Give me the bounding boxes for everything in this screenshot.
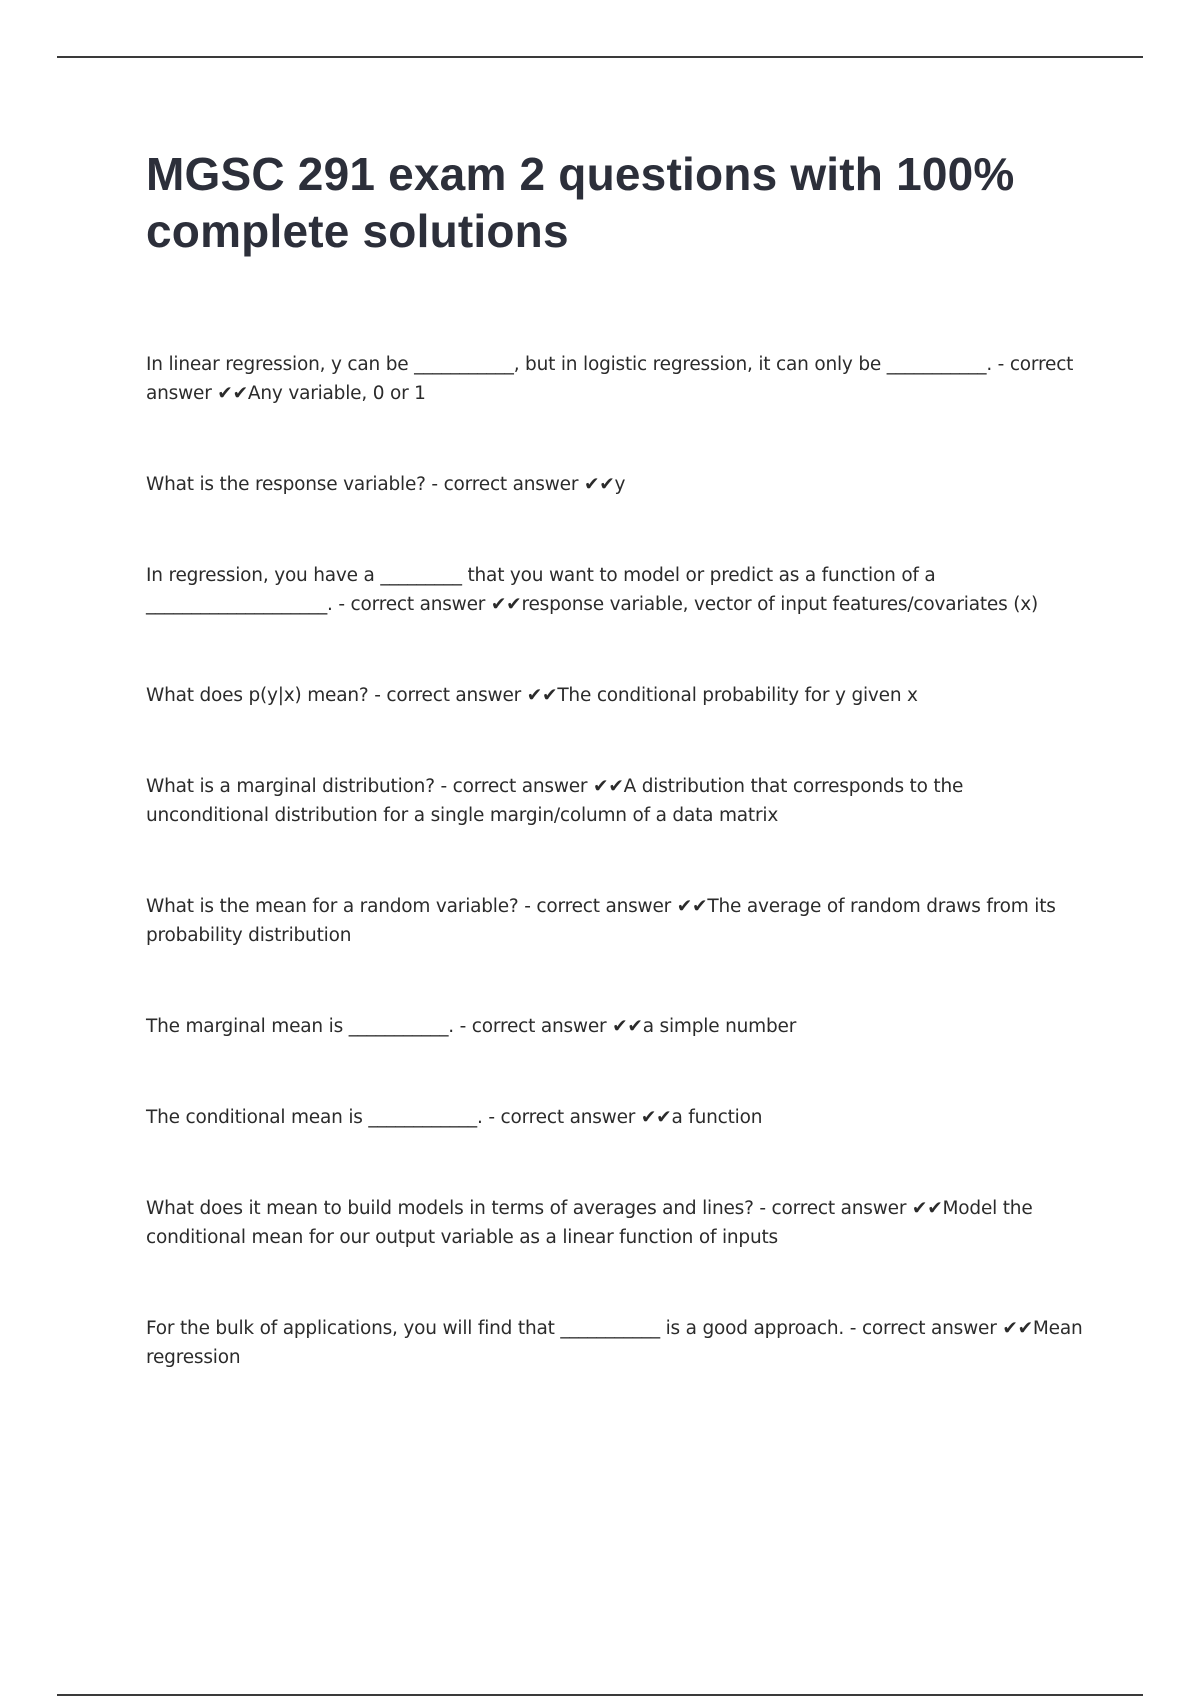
answer-text: response variable, vector of input features/covariates (x) [521, 594, 1038, 615]
qa-item [146, 1103, 1086, 1132]
qa-list [146, 350, 1086, 1372]
question-text: What does p(y|x) mean? [146, 685, 369, 706]
top-rule [57, 56, 1143, 58]
answer-marker: - correct answer ✔✔ [518, 896, 708, 917]
question-text: In linear regression, y can be ___________, but in logistic regression, it can only be ___________. [146, 354, 992, 375]
qa-item [146, 470, 1086, 499]
qa-item [146, 1194, 1086, 1252]
answer-marker: - correct answer ✔✔ [753, 1198, 943, 1219]
answer-text: Model the conditional mean for our output variable as a linear function of inputs [146, 1198, 1033, 1248]
answer-text: The average of random draws from its probability distribution [146, 896, 1056, 946]
page-title: MGSC 291 exam 2 questions with 100% complete solutions [146, 148, 1015, 257]
qa-item [146, 561, 1086, 619]
question-text: What does it mean to build models in terms of averages and lines? [146, 1198, 754, 1219]
answer-text: The conditional probability for y given x [557, 685, 918, 706]
qa-item [146, 1012, 1086, 1041]
qa-item [146, 350, 1086, 408]
answer-text: A distribution that corresponds to the unconditional distribution for a single margin/column of a data matrix [146, 776, 964, 826]
answer-text: Mean regression [146, 1318, 1083, 1368]
answer-marker: - correct answer ✔✔ [844, 1318, 1033, 1339]
answer-marker: - correct answer ✔✔ [482, 1107, 672, 1128]
answer-text: a simple number [642, 1016, 797, 1037]
qa-item [146, 681, 1086, 710]
answer-text: a function [671, 1107, 763, 1128]
question-text: What is the response variable? [146, 474, 426, 495]
answer-marker: - correct answer ✔✔ [368, 685, 558, 706]
question-text: What is the mean for a random variable? [146, 896, 519, 917]
answer-text: Any variable, 0 or 1 [247, 383, 426, 404]
question-text: What is a marginal distribution? [146, 776, 435, 797]
question-text: The conditional mean is ____________. [146, 1107, 483, 1128]
answer-marker: - correct answer ✔✔ [332, 594, 522, 615]
bottom-rule [57, 1694, 1143, 1696]
answer-text: y [614, 474, 626, 495]
answer-marker: - correct answer ✔✔ [434, 776, 624, 797]
answer-marker: - correct answer ✔✔ [146, 354, 1074, 404]
qa-item [146, 1314, 1086, 1372]
answer-marker: - correct answer ✔✔ [425, 474, 615, 495]
question-text: For the bulk of applications, you will find that ___________ is a good approach. [146, 1318, 845, 1339]
qa-item [146, 772, 1086, 830]
qa-item [146, 892, 1086, 950]
question-text: In regression, you have a _________ that you want to model or predict as a function of a ____________________. [146, 565, 936, 615]
document-body [146, 146, 1086, 1434]
answer-marker: - correct answer ✔✔ [453, 1016, 643, 1037]
question-text: The marginal mean is ___________. [146, 1016, 454, 1037]
